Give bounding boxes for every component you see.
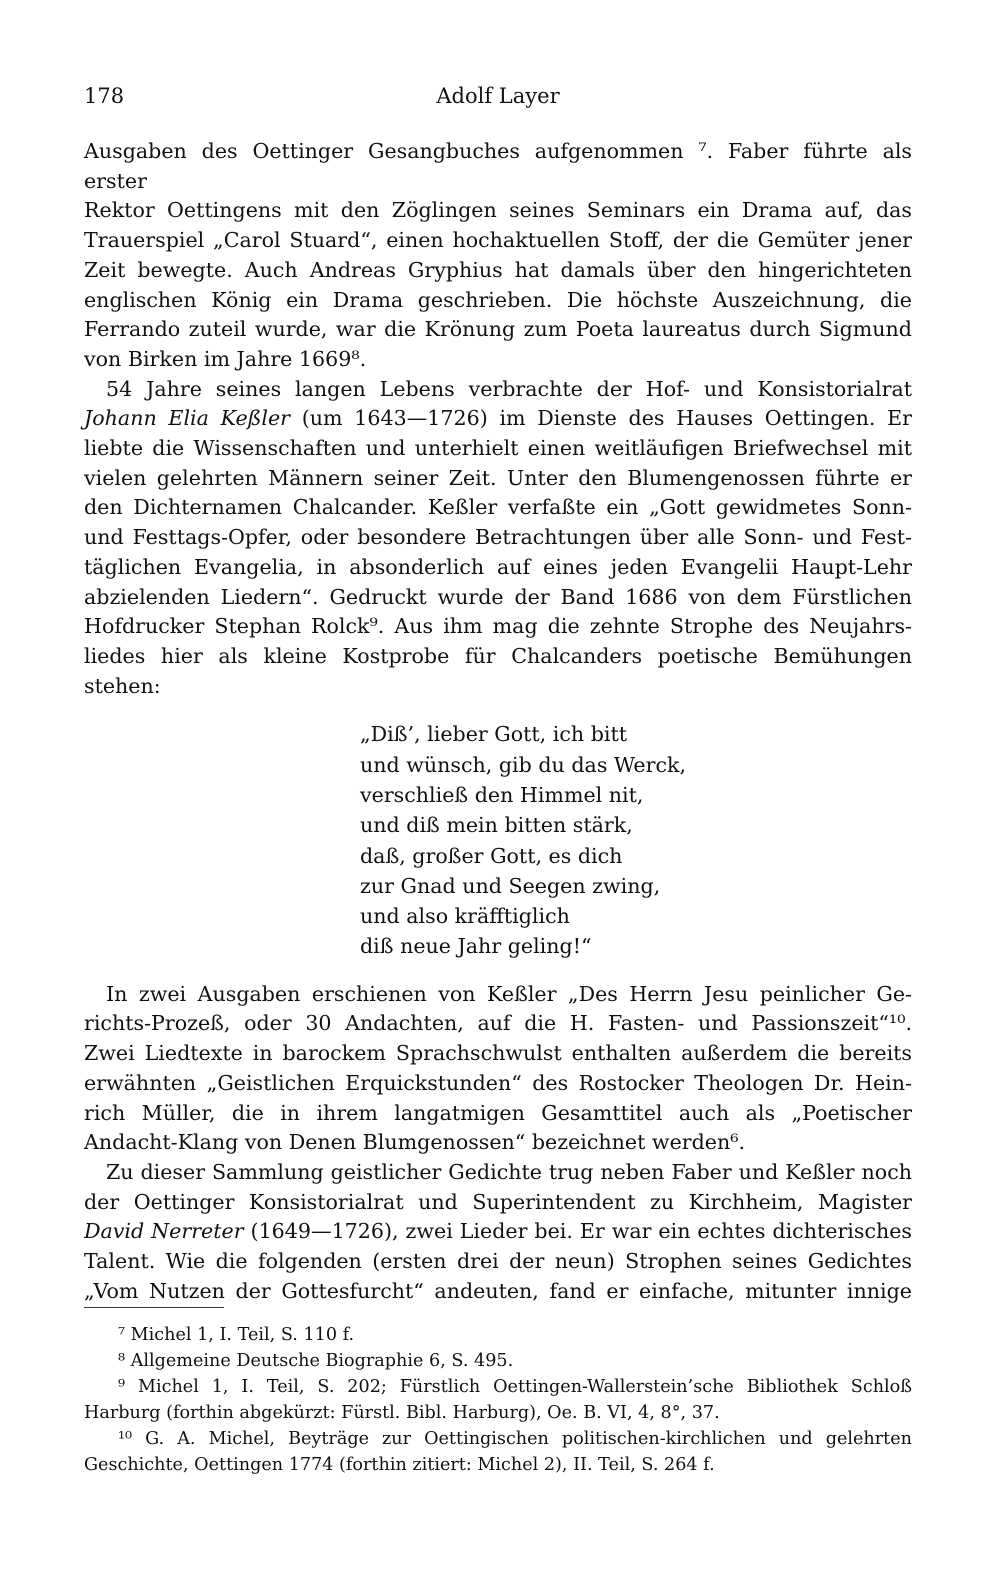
person-name: David Nerreter <box>84 1219 244 1244</box>
page-number: 178 <box>84 84 125 108</box>
text-line: vielen gelehrten Männern seiner Zeit. Unter den Blumengenossen führte er <box>84 465 912 490</box>
poem-line: zur Gnad und Seegen zwing, <box>360 873 661 898</box>
running-title: Adolf Layer <box>436 84 560 108</box>
text-line: Hofdrucker Stephan Rolck⁹. Aus ihm mag die zehnte Strophe des Neujahrs- <box>84 614 912 639</box>
footnote-line: Geschichte, Oettingen 1774 (forthin zitiert: Michel 2), II. Teil, S. 264 f. <box>84 1455 715 1475</box>
text-line: Trauerspiel „Carol Stuard“, einen hochaktuellen Stoff, der die Gemüter jener <box>84 228 912 253</box>
text-line: der Oettinger Konsistorialrat und Superintendent zu Kirchheim, Magister <box>84 1189 912 1214</box>
text-segment: (um 1643—1726) im Dienste des Hauses Oettingen. Er <box>290 406 912 431</box>
text-line: Zu dieser Sammlung geistlicher Gedichte trug neben Faber und Keßler noch <box>106 1159 912 1184</box>
text-line <box>84 404 912 434</box>
text-line: liedes hier als kleine Kostprobe für Chalcanders poetische Bemühungen stehen: <box>84 643 912 698</box>
text-line: rich Müller, die in ihrem langatmigen Gesamttitel auch als „Poetischer <box>84 1100 912 1125</box>
text-line: liebte die Wissenschaften und unterhielt einen weitläufigen Briefwechsel mit <box>84 436 912 461</box>
poem-line: und diß mein bitten stärk, <box>360 813 633 838</box>
poem-line: und also kräfftiglich <box>360 904 570 929</box>
footnote-line: ¹⁰ G. A. Michel, Beyträge zur Oettingischen politischen-kirchlichen und gelehrten <box>118 1429 912 1449</box>
text-line: Ferrando zuteil wurde, war die Krönung zum Poeta laureatus durch Sigmund <box>84 317 912 342</box>
text-line: Rektor Oettingens mit den Zöglingen seines Seminars ein Drama auf, das <box>84 198 912 223</box>
text-line: In zwei Ausgaben erschienen von Keßler „Des Herrn Jesu peinlicher Ge- <box>106 981 912 1006</box>
paragraph-4 <box>84 1158 912 1307</box>
person-name: Johann Elia Keßler <box>84 406 291 431</box>
text-line <box>84 1217 912 1247</box>
footnotes <box>84 1322 912 1478</box>
text-line: Zeit bewegte. Auch Andreas Gryphius hat damals über den hingerichteten <box>84 257 912 282</box>
text-segment: (1649—1726), zwei Lieder bei. Er war ein echtes dichterisches <box>243 1219 912 1244</box>
paragraph-1 <box>84 137 912 375</box>
text-line: Zwei Liedtexte in barockem Sprachschwulst enthalten außerdem die bereits <box>84 1041 912 1066</box>
text-line: Andacht-Klang von Denen Blumgenossen“ bezeichnet werden⁶. <box>84 1130 746 1155</box>
poem-line: daß, großer Gott, es dich <box>360 843 623 868</box>
text-line: englischen König ein Drama geschrieben. Die höchste Auszeichnung, die <box>84 287 912 312</box>
poem-line: und wünsch, gib du das Werck, <box>360 752 687 777</box>
footnote-8: ⁸ Allgemeine Deutsche Biographie 6, S. 495. <box>118 1351 514 1371</box>
footnote-line: Harburg (forthin abgekürzt: Fürstl. Bibl. Harburg), Oe. B. VI, 4, 8°, 37. <box>84 1403 720 1423</box>
poem-line: „Diß’, lieber Gott, ich bitt <box>360 722 628 747</box>
page-header <box>84 84 912 116</box>
text-line: Ausgaben des Oettinger Gesangbuches aufgenommen ⁷. Faber führte als erster <box>84 139 912 193</box>
poem-line: diß neue Jahr geling!“ <box>360 934 592 959</box>
text-line: und Festtags-Opfer, oder besondere Betrachtungen über alle Sonn- und Fest- <box>84 525 912 550</box>
main-text <box>84 137 912 1306</box>
text-line: den Dichternamen Chalcander. Keßler verfaßte ein „Gott gewidmetes Sonn- <box>84 495 912 520</box>
paragraph-3 <box>84 980 912 1158</box>
text-line: richts-Prozeß, oder 30 Andachten, auf die H. Fasten- und Passionszeit“¹⁰. <box>84 1011 912 1036</box>
footnote-line: ⁹ Michel 1, I. Teil, S. 202; Fürstlich Oettingen-Wallerstein’sche Bibliothek Schloß <box>118 1377 912 1397</box>
text-line: täglichen Evangelia, in absonderlich auf eines jeden Evangelii Haupt-Lehr <box>84 554 912 579</box>
poem-stanza <box>360 719 912 961</box>
paragraph-2 <box>84 375 912 702</box>
text-line: „Vom Nutzen der Gottesfurcht“ andeuten, fand er einfache, mitunter innige <box>84 1278 912 1303</box>
text-line: 54 Jahre seines langen Lebens verbrachte der Hof- und Konsistorialrat <box>106 376 912 401</box>
footnote-10 <box>84 1426 912 1478</box>
text-line: von Birken im Jahre 1669⁸. <box>84 346 367 371</box>
poem-line: verschließ den Himmel nit, <box>360 782 644 807</box>
text-line: abzielenden Liedern“. Gedruckt wurde der Band 1686 von dem Fürstlichen <box>84 584 912 609</box>
footnote-9 <box>84 1374 912 1426</box>
text-line: Talent. Wie die folgenden (ersten drei der neun) Strophen seines Gedichtes <box>84 1249 912 1274</box>
footnote-7: ⁷ Michel 1, I. Teil, S. 110 f. <box>118 1325 355 1345</box>
footnote-divider <box>84 1307 224 1308</box>
text-line: erwähnten „Geistlichen Erquickstunden“ des Rostocker Theologen Dr. Hein- <box>84 1070 912 1095</box>
